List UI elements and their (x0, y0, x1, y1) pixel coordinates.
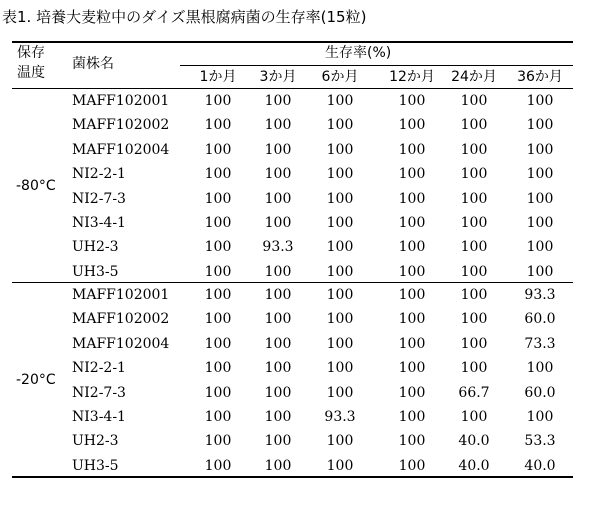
survival-value-cell: 100 (204, 458, 232, 474)
survival-value-cell: 100 (460, 166, 488, 182)
survival-value-cell: 100 (264, 264, 292, 280)
strain-name-cell: UH2-3 (72, 239, 119, 255)
strain-name-cell: NI2-7-3 (72, 191, 126, 207)
survival-value-cell: 100 (526, 142, 554, 158)
survival-value-cell: 100 (326, 142, 354, 158)
survival-value-cell: 100 (460, 93, 488, 109)
month-header: 1か月 (199, 69, 237, 85)
survival-value-cell: 100 (264, 142, 292, 158)
survival-value-cell: 100 (264, 458, 292, 474)
survival-value-cell: 100 (398, 360, 426, 376)
survival-value-cell: 100 (526, 93, 554, 109)
strain-header: 菌株名 (72, 56, 114, 72)
strain-name-cell: NI2-2-1 (72, 360, 126, 376)
survival-value-cell: 100 (526, 191, 554, 207)
strain-name-cell: UH3-5 (72, 264, 119, 280)
survival-value-cell: 100 (398, 191, 426, 207)
survival-value-cell: 100 (526, 239, 554, 255)
survival-value-cell: 100 (326, 264, 354, 280)
survival-value-cell: 100 (326, 93, 354, 109)
survival-value-cell: 100 (398, 93, 426, 109)
survival-rate-header: 生存率(%) (325, 45, 392, 61)
strain-name-cell: NI3-4-1 (72, 409, 126, 425)
survival-value-cell: 100 (326, 239, 354, 255)
survival-value-cell: 100 (204, 239, 232, 255)
storage-temperature-header: 保存 (17, 45, 45, 61)
strain-name-cell: MAFF102004 (72, 142, 170, 158)
survival-value-cell: 100 (326, 458, 354, 474)
survival-value-cell: 100 (204, 385, 232, 401)
survival-value-cell: 100 (204, 433, 232, 449)
survival-value-cell: 100 (264, 191, 292, 207)
survival-value-cell: 100 (204, 264, 232, 280)
strain-name-cell: NI2-2-1 (72, 166, 126, 182)
month-header: 12か月 (389, 69, 435, 85)
survival-value-cell: 100 (264, 409, 292, 425)
survival-value-cell: 100 (398, 166, 426, 182)
survival-value-cell: 100 (264, 287, 292, 303)
survival-value-cell: 100 (264, 93, 292, 109)
table-bottom-rule (12, 476, 573, 478)
table-top-rule (12, 41, 573, 43)
survival-value-cell: 100 (398, 433, 426, 449)
survival-value-cell: 100 (326, 215, 354, 231)
survival-value-cell: 100 (526, 117, 554, 133)
group-divider-rule (12, 282, 573, 283)
survival-value-cell: 100 (398, 385, 426, 401)
month-header: 24か月 (451, 69, 497, 85)
survival-value-cell: 53.3 (524, 433, 556, 449)
survival-value-cell: 100 (204, 166, 232, 182)
survival-value-cell: 100 (326, 191, 354, 207)
survival-value-cell: 100 (326, 311, 354, 327)
survival-value-cell: 100 (204, 191, 232, 207)
month-header: 3か月 (259, 69, 297, 85)
survival-value-cell: 100 (460, 264, 488, 280)
survival-value-cell: 100 (264, 311, 292, 327)
survival-value-cell: 60.0 (524, 311, 556, 327)
survival-value-cell: 100 (526, 360, 554, 376)
survival-value-cell: 100 (398, 239, 426, 255)
survival-value-cell: 100 (264, 433, 292, 449)
survival-value-cell: 100 (460, 336, 488, 352)
strain-name-cell: MAFF102001 (72, 93, 170, 109)
survival-value-cell: 100 (460, 117, 488, 133)
survival-value-cell: 100 (398, 287, 426, 303)
survival-value-cell: 40.0 (458, 433, 490, 449)
survival-value-cell: 100 (398, 142, 426, 158)
survival-value-cell: 100 (204, 117, 232, 133)
table-title: 表1. 培養大麦粒中のダイズ黒根腐病菌の生存率(15粒) (2, 8, 367, 26)
survival-value-cell: 100 (264, 336, 292, 352)
survival-value-cell: 100 (264, 166, 292, 182)
survival-value-cell: 100 (204, 142, 232, 158)
month-header: 6か月 (321, 69, 359, 85)
survival-value-cell: 100 (326, 287, 354, 303)
survival-value-cell: 100 (398, 336, 426, 352)
survival-value-cell: 40.0 (458, 458, 490, 474)
survival-value-cell: 73.3 (524, 336, 556, 352)
survival-value-cell: 100 (460, 191, 488, 207)
survival-value-cell: 100 (264, 117, 292, 133)
survival-value-cell: 40.0 (524, 458, 556, 474)
survival-value-cell: 100 (460, 360, 488, 376)
survival-value-cell: 100 (526, 215, 554, 231)
survival-value-cell: 100 (264, 360, 292, 376)
strain-name-cell: UH2-3 (72, 433, 119, 449)
survival-value-cell: 100 (204, 311, 232, 327)
survival-value-cell: 100 (526, 166, 554, 182)
survival-value-cell: 100 (460, 409, 488, 425)
survival-value-cell: 100 (326, 117, 354, 133)
survival-value-cell: 100 (398, 264, 426, 280)
survival-value-cell: 100 (460, 142, 488, 158)
survival-value-cell: 100 (204, 360, 232, 376)
survival-value-cell: 100 (326, 360, 354, 376)
survival-value-cell: 100 (326, 433, 354, 449)
strain-name-cell: MAFF102002 (72, 311, 170, 327)
survival-value-cell: 100 (204, 93, 232, 109)
month-header: 36か月 (517, 69, 563, 85)
survival-value-cell: 100 (204, 215, 232, 231)
survival-value-cell: 100 (460, 311, 488, 327)
survival-value-cell: 100 (398, 409, 426, 425)
survival-value-cell: 100 (526, 264, 554, 280)
survival-value-cell: 93.3 (524, 287, 556, 303)
strain-name-cell: MAFF102004 (72, 336, 170, 352)
survival-value-cell: 100 (326, 385, 354, 401)
storage-temperature-header: 温度 (17, 65, 45, 81)
survival-value-cell: 100 (398, 311, 426, 327)
survival-value-cell: 100 (526, 409, 554, 425)
survival-value-cell: 100 (326, 336, 354, 352)
storage-temperature-cell: -80°C (16, 178, 56, 194)
survival-value-cell: 100 (204, 336, 232, 352)
strain-name-cell: NI3-4-1 (72, 215, 126, 231)
strain-name-cell: NI2-7-3 (72, 385, 126, 401)
strain-name-cell: MAFF102001 (72, 287, 170, 303)
survival-value-cell: 66.7 (458, 385, 490, 401)
survival-subheader-rule (180, 65, 573, 66)
survival-value-cell: 100 (204, 287, 232, 303)
survival-value-cell: 100 (326, 166, 354, 182)
survival-value-cell: 100 (398, 458, 426, 474)
survival-value-cell: 100 (398, 117, 426, 133)
header-bottom-rule (12, 88, 573, 89)
storage-temperature-cell: -20°C (16, 372, 56, 388)
survival-value-cell: 100 (460, 239, 488, 255)
survival-value-cell: 100 (264, 215, 292, 231)
survival-value-cell: 93.3 (262, 239, 294, 255)
strain-name-cell: MAFF102002 (72, 117, 170, 133)
survival-value-cell: 100 (460, 287, 488, 303)
survival-value-cell: 60.0 (524, 385, 556, 401)
survival-value-cell: 93.3 (324, 409, 356, 425)
survival-value-cell: 100 (460, 215, 488, 231)
survival-value-cell: 100 (264, 385, 292, 401)
survival-value-cell: 100 (398, 215, 426, 231)
strain-name-cell: UH3-5 (72, 458, 119, 474)
survival-value-cell: 100 (204, 409, 232, 425)
